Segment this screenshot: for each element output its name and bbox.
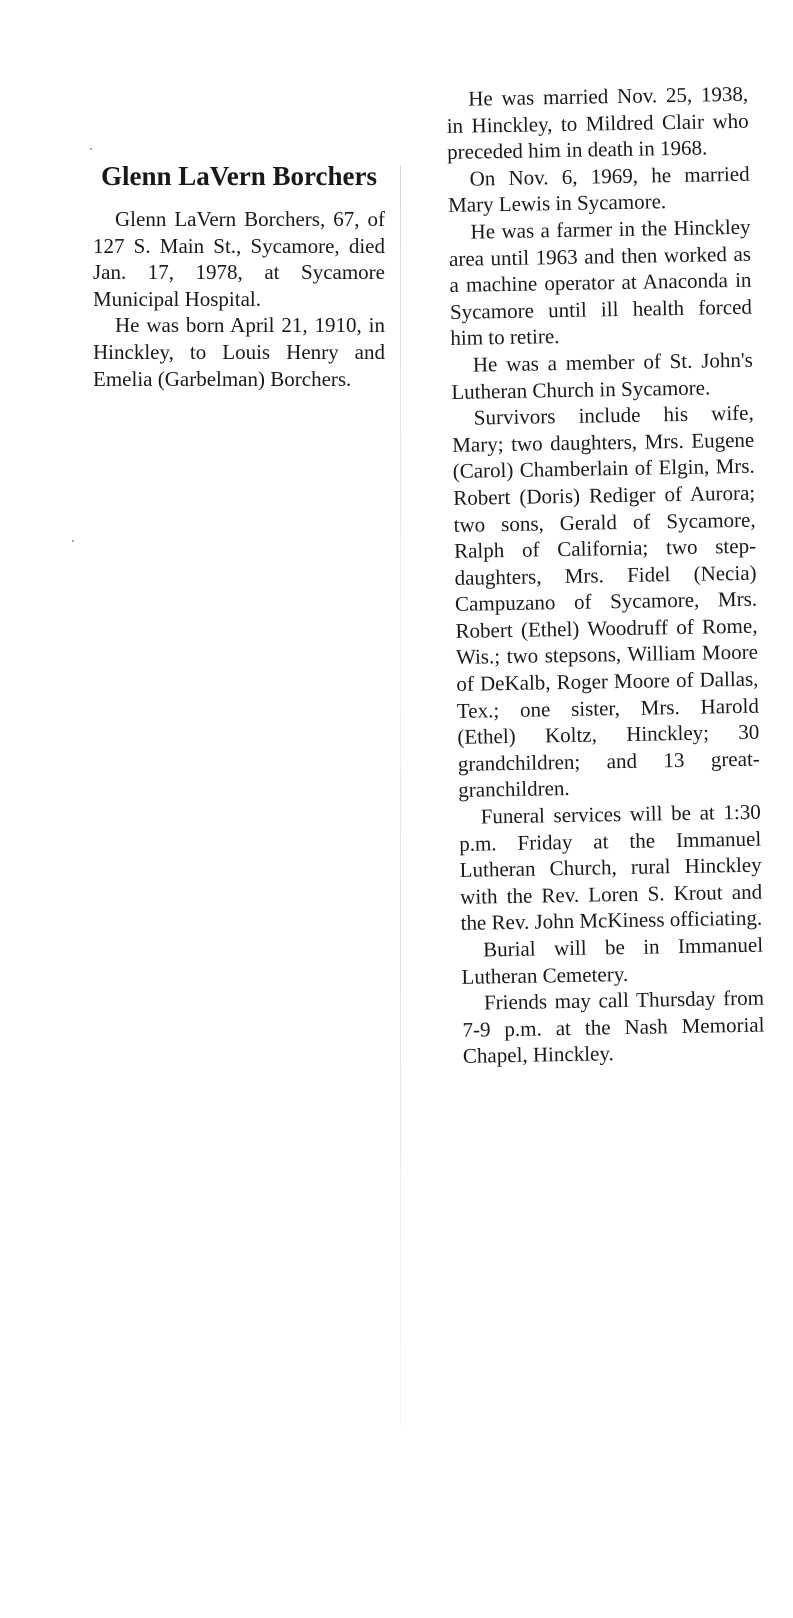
- obituary-paragraph: On Nov. 6, 1969, he married Mary Lewis in Sycamore.: [447, 161, 750, 218]
- obituary-paragraph: Survivors include his wife, Mary; two daughters, Mrs. Eugene (Carol) Chamberlain of Elgin, Mrs. Robert (Doris) Rediger of Aurora; two sons, Gerald of Sycamore, Ralph of California; two step-daughters, Mrs. Fidel (Necia) Campuzano of Sycamore, Mrs. Robert (Ethel) Woodruff of Rome, Wis.; two stepsons, William Moore of DeKalb, Roger Moore of Dallas, Tex.; one sister, Mrs. Harold (Ethel) Koltz, Hinckley; 30 grandchildren; and 13 great-granchildren.: [452, 400, 760, 803]
- print-speck: [72, 540, 74, 542]
- obituary-paragraph: He was married Nov. 25, 1938, in Hinckley, to Mildred Clair who preceded him in death in 1968.: [446, 81, 749, 165]
- obituary-paragraph: He was born April 21, 1910, in Hinckley, to Louis Henry and Emelia (Garbelman) Borchers.: [93, 313, 385, 391]
- print-speck: [90, 148, 92, 150]
- obituary-paragraph: Burial will be in Immanuel Lutheran Cemetery.: [461, 932, 764, 989]
- obituary-paragraph: Funeral services will be at 1:30 p.m. Friday at the Immanuel Lutheran Church, rural Hinckley with the Rev. Loren S. Krout and the Rev. John McKiness officiating.: [459, 799, 763, 936]
- obituary-paragraph: He was a member of St. John's Lutheran Church in Sycamore.: [451, 347, 754, 404]
- obituary-paragraph: He was a farmer in the Hinckley area until 1963 and then worked as a machine operator at Anaconda in Sycamore until ill health forced him to retire.: [448, 214, 753, 351]
- obituary-paragraph: Friends may call Thursday from 7-9 p.m. at the Nash Memorial Chapel, Hinckley.: [462, 985, 765, 1069]
- obituary-title: Glenn LaVern Borchers: [100, 161, 377, 191]
- col-divider: [400, 165, 401, 1425]
- obituary-right-column: [446, 81, 765, 1070]
- obituary-paragraph: Glenn LaVern Borchers, 67, of 127 S. Main St., Sycamore, died Jan. 17, 1978, at Sycamore Municipal Hospital.: [93, 207, 385, 311]
- obituary-left-column: [93, 160, 385, 392]
